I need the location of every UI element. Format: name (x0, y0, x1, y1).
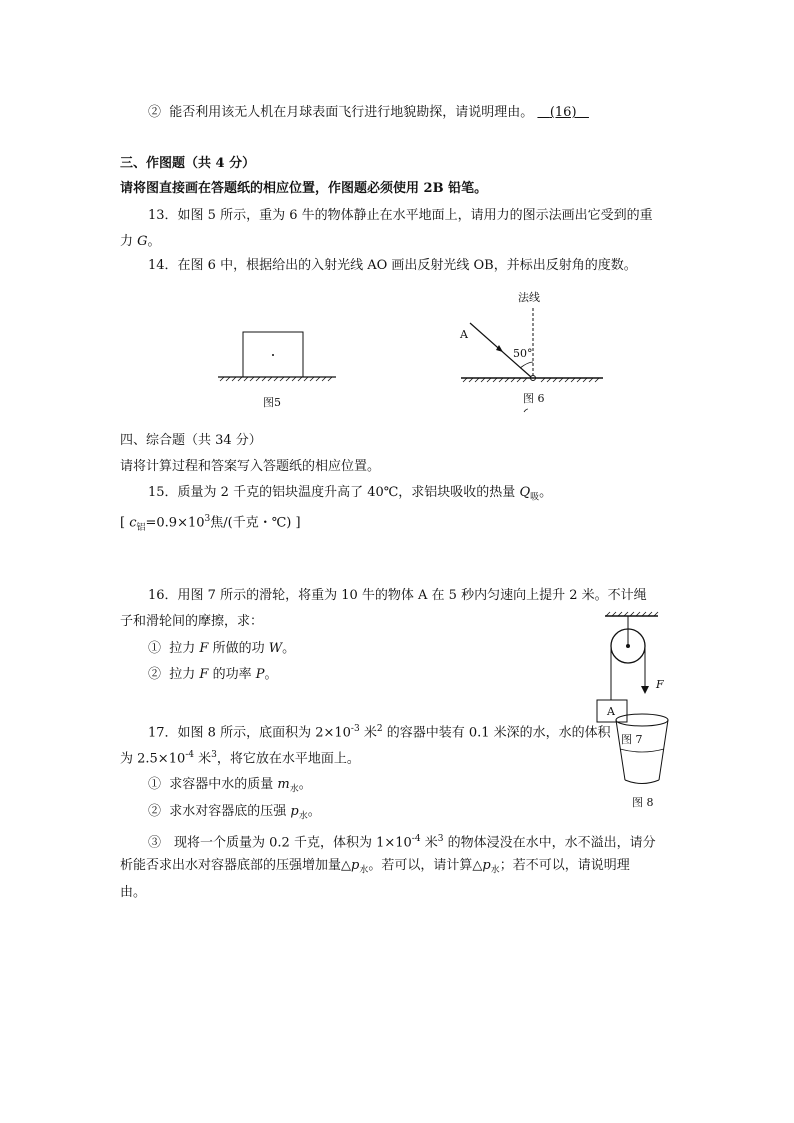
section4-heading: 四、综合题（共 34 分） (120, 433, 262, 448)
figure-7-caption: 图 7 (621, 733, 643, 746)
block-a-label: A (607, 705, 615, 718)
container-bottom (625, 780, 659, 784)
q15-text: 15．质量为 2 千克的铝块温度升高了 40℃，求铝块吸收的热量 $Q_吸$。 (148, 485, 553, 503)
container-rim (616, 714, 668, 726)
center-dot (272, 354, 274, 356)
normal-label: 法线 (518, 291, 540, 304)
ray-label-a: A (460, 328, 468, 341)
figure-6 (458, 288, 608, 418)
section3-instruction: 请将图直接画在答题纸的相应位置，作图题必须使用 2B 铅笔。 (120, 181, 488, 196)
force-label: F (656, 678, 664, 691)
q16-line2: 子和滑轮间的摩擦，求： (120, 614, 264, 629)
q16-line1: 16．用图 7 所示的滑轮，将重为 10 牛的物体 A 在 5 秒内匀速向上提升 2 米。不计绳 (148, 588, 647, 603)
q17-line5: 由。 (120, 885, 147, 900)
q13-line1: 13．如图 5 所示，重为 6 牛的物体静止在水平地面上，请用力的图示法画出它受到的重 (148, 208, 653, 223)
q12-number: ② (148, 105, 162, 120)
angle-arc (520, 362, 533, 368)
section3-heading: 三、作图题（共 4 分） (120, 156, 256, 171)
figure-8-caption: 图 8 (632, 796, 654, 809)
q17-line4: 析能否求出水对容器底部的压强增加量$\triangle p_水$。若可以，请计算$\triangle p_水$；若不可以，请说明理 (120, 858, 630, 876)
ground-hatching (220, 377, 332, 381)
pulley-axle (626, 644, 630, 648)
q12-line (148, 104, 589, 122)
figure-5-caption: 图5 (263, 396, 281, 409)
answer-blank-16: (16) (549, 105, 577, 120)
figure-5 (218, 328, 348, 388)
q17-item2: ② 求水对容器底的压强 $p_水$。 (148, 804, 321, 822)
q15-constant: [ $c_铝=0.9\times 10^3$焦/(千克・℃) ] (120, 514, 301, 533)
q12-text: 能否利用该无人机在月球表面飞行进行地貌勘探，请说明理由。 (169, 105, 534, 120)
q16-item2: ② 拉力 F 的功率 P。 (148, 667, 278, 682)
water-surface (620, 749, 664, 752)
q14-text: 14．在图 6 中，根据给出的入射光线 AO 画出反射光线 OB，并标出反射角的度数。 (148, 258, 637, 273)
q13-line2: 力 G。 (120, 234, 161, 249)
q17-item3: ③ 现将一个质量为 0.2 千克，体积为 $1\times 10^{-4}$ 米$^3$ 的物体浸没在水中，水不溢出，请分 (148, 834, 656, 851)
q17-item1: ① 求容器中水的质量 $m_水$。 (148, 777, 312, 795)
stray-mark (524, 409, 528, 412)
section4-instruction: 请将计算过程和答案写入答题纸的相应位置。 (120, 459, 381, 474)
force-arrowhead (641, 686, 649, 694)
angle-label: 50° (513, 347, 533, 360)
figure-8 (610, 705, 690, 815)
figure-6-caption: 图 6 (523, 392, 545, 405)
q17-line2: 为 $2.5\times 10^{-4}$ 米$^3$，将它放在水平地面上。 (120, 750, 360, 767)
q17-line1: 17．如图 8 所示，底面积为 $2\times 10^{-3}$ 米$^2$ 的容器中装有 0.1 米深的水，水的体积 (148, 724, 611, 741)
q16-item1: ① 拉力 F 所做的功 W。 (148, 641, 296, 656)
ray-arrowhead (496, 345, 503, 352)
